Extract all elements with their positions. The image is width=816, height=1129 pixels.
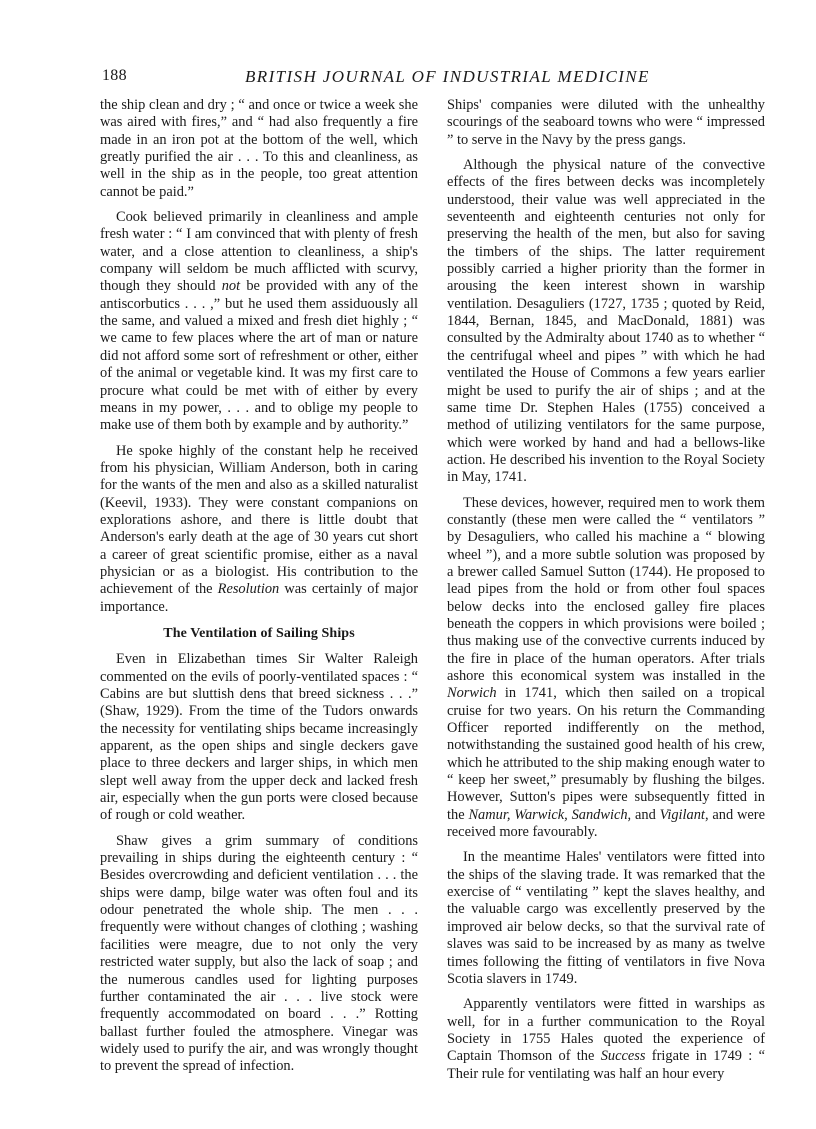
paragraph: Even in Elizabethan times Sir Walter Raleigh commented on the evils of poorly-ventilated spaces : “ Cabins are but sluttish dens that breed sickness . . .” (Shaw, 1929). From the time of the Tudors onwards the necessity for ventilating ships became increasingly apparent, as the open ships and single deckers gave place to three deckers and larger ships, in which men slept well away from the upper deck and lacked fresh air, especially when the gun ports were closed because of rough or cold weather. [100,651,418,824]
page-header [102,67,712,91]
paragraph: Ships' companies were diluted with the unhealthy scourings of the seaboard towns who were “ impressed ” to serve in the Navy by the press gangs. [447,97,765,148]
page-number: 188 [102,67,127,84]
paragraph: He spoke highly of the constant help he received from his physician, William Anderson, both in caring for the wants of the men and also as a skilled naturalist (Keevil, 1933). They were constant companions on explorations ashore, and there is little doubt that Anderson's early death at the age of 30 years cut short a career of great scientific promise, either as a naval physician or as a biologist. His contribution to the achievement of the Resolution was certainly of major importance. [100,442,418,615]
paragraph: Although the physical nature of the convective effects of the fires between decks was incompletely understood, their value was well appreciated in the seventeenth and eighteenth centuries not only for preserving the health of the men, but also for saving the timbers of the ships. The latter requirement possibly carried a higher priority than the former in arousing the keen interest shown in warship ventilation. Desaguliers (1727, 1735 ; quoted by Reid, 1844, Bernan, 1845, and MacDonald, 1881) was consulted by the Admiralty about 1740 as to whether “ the centrifugal wheel and pipes ” with which he had ventilated the House of Commons a few years earlier might be used to purify the air of ships ; and at the same time Dr. Stephen Hales (1755) conceived a method of utilizing ventilators for the same purpose, which were worked by hand and had a bellows-like action. He described his invention to the Royal Society in May, 1741. [447,157,765,486]
paragraph: the ship clean and dry ; “ and once or twice a week she was aired with fires,” and “ had also frequently a fire made in an iron pot at the bottom of the well, which greatly purified the air . . . To this and cleanliness, as well in the ship as in the people, too great attention cannot be paid.” [100,97,418,200]
paragraph: These devices, however, required men to work them constantly (these men were called the “ ventilators ” by Desaguliers, who called his machine a “ blowing wheel ”), and a more subtle solution was proposed by a brewer called Samuel Sutton (1744). He proposed to lead pipes from the hold or from other foul spaces below decks into the enclosed galley fire places beneath the coppers in which provisions were boiled ; thus making use of the convective currents induced by the fire in place of the human operators. After trials ashore this economical system was installed in the Norwich in 1741, which then sailed on a tropical cruise for two years. On his return the Commanding Officer reported indifferently on the method, notwithstanding the sustained good health of his crew, which he attributed to the ship making enough water to “ keep her sweet,” presumably by flushing the bilges. However, Sutton's pipes were subsequently fitted in the Namur, Warwick, Sandwich, and Vigilant, and were received more favourably. [447,494,765,841]
journal-title: BRITISH JOURNAL OF INDUSTRIAL MEDICINE [245,67,650,86]
right-column [447,97,765,1083]
section-heading: The Ventilation of Sailing Ships [163,625,355,641]
paragraph: Apparently ventilators were fitted in warships as well, for in a further communication to the Royal Society in 1755 Hales quoted the experience of Captain Thomson of the Success frigate in 1749 : “ Their rule for ventilating was half an hour every [447,996,765,1082]
paragraph: In the meantime Hales' ventilators were fitted into the ships of the slaving trade. It was remarked that the exercise of “ ventilating ” kept the slaves healthy, and the valuable cargo was excellently preserved by the improved air below decks, so that the survival rate of slaves was said to be increased by as many as twelve times following the fitting of ventilators in five Nova Scotia slavers in 1749. [447,849,765,987]
paragraph: Cook believed primarily in cleanliness and ample fresh water : “ I am convinced that with plenty of fresh water, and a close attention to cleanliness, a ship's company will seldom be much afflicted with scurvy, though they should not be provided with any of the antiscorbutics . . . ,” but he used them assiduously all the same, and valued a mixed and fresh diet highly ; “ we came to few places where the art of man or nature did not afford some sort of refreshment or other, either of the animal or vegetable kind. It was my first care to procure what could be met with of either by every means in my power, . . . and to oblige my people to make use of them both by example and by authority.” [100,209,418,434]
left-column [100,97,418,1084]
paragraph: Shaw gives a grim summary of conditions prevailing in ships during the eighteenth century : “ Besides overcrowding and deficient ventilation . . . the ships were damp, bilge water was often foul and its odour penetrated the whole ship. The men . . . frequently were without changes of clothing ; washing facilities were meagre, due to not only the very restricted water supply, but also the lack of soap ; and the numerous candles used for lighting purposes further contaminated the air . . . live stock were frequently accommodated on board . . .” Rotting ballast further fouled the atmosphere. Vinegar was widely used to purify the air, and was wrongly thought to prevent the spread of infection. [100,832,418,1075]
